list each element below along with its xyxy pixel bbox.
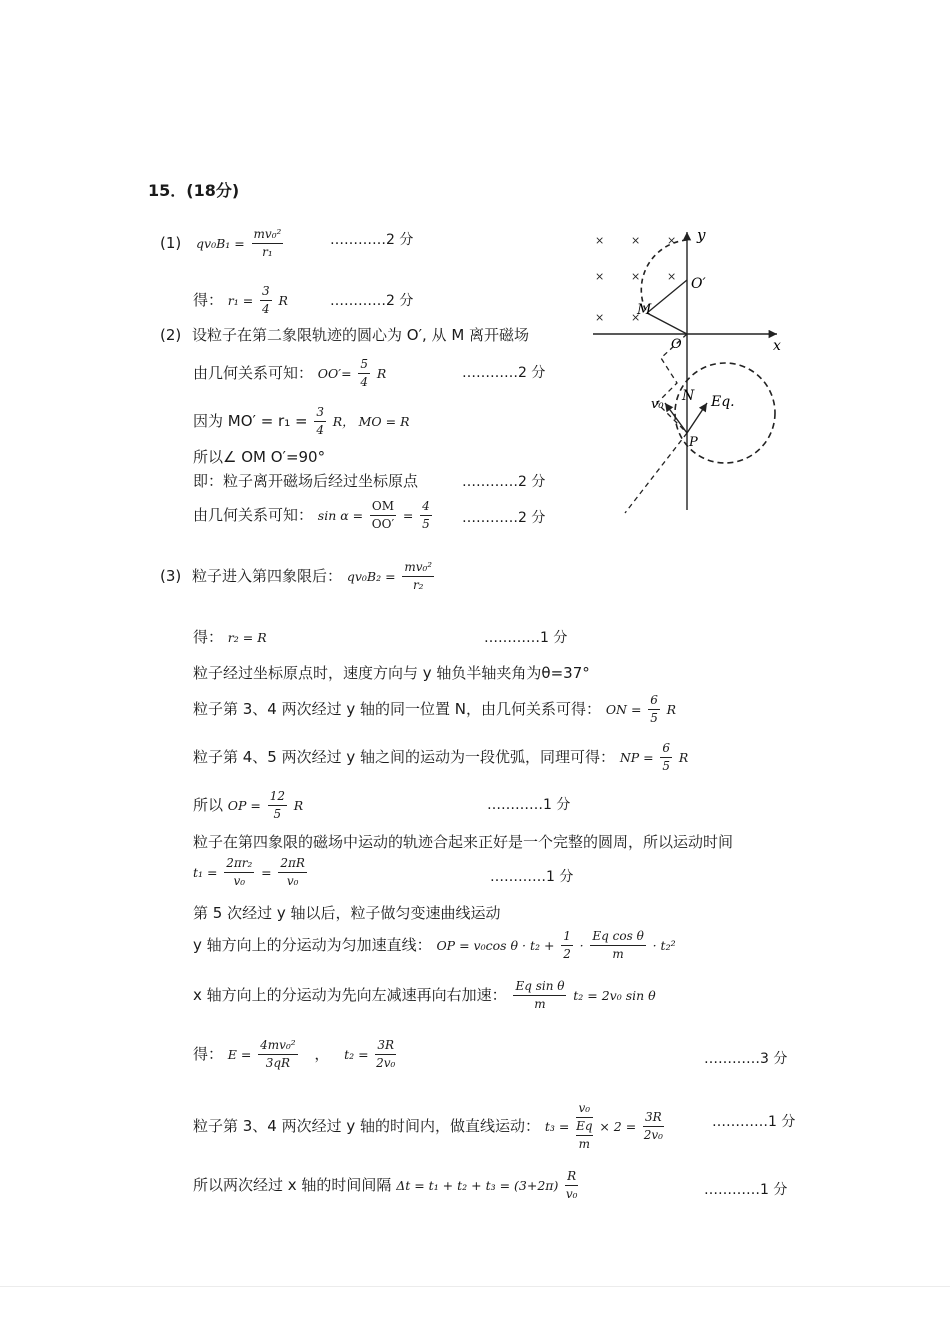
force-vector [687, 403, 707, 433]
svg-text:×: × [631, 311, 641, 324]
part3-final: 所以两次经过 x 轴的时间间隔 Δt = t₁ + t₂ + t₃ = (3+2π) $\frac{R}{\text{v₀}}$ [193, 1169, 578, 1201]
part3-np: 粒子第 4、5 两次经过 y 轴之间的运动为一段优弧，同理可得： NP = $\frac{6}{5}$ R [193, 741, 689, 773]
part3-r2: 得： r₂ = R [193, 628, 267, 646]
part2-geometry-2: 由几何关系可知： sin α = $\frac{OM}{OO'}$ = $\frac{4}{5}$ [193, 499, 430, 531]
part3-t1: t₁ = $\frac{\text{2πr₂}}{\text{v₀}}$ = $\frac{2\pi R}{\text{v₀}}$ [193, 856, 305, 888]
magnetic-field-marks [595, 234, 676, 324]
part3-t3: 粒子第 3、4 两次经过 y 轴的时间内，做直线运动： t₃ = v₀ Eq m × 2 = $\frac{3R}{\text{2v₀}}$ [193, 1101, 663, 1151]
part3-enter: (3) 粒子进入第四象限后： qv₀B₂ = $\frac{\text{mv₀²}}{\text{r₂}}$ [160, 560, 433, 592]
part1-result: 得： r₁ = $\frac{3}{4}$ R [193, 284, 288, 316]
part2-conclusion-score: …………2 分 [462, 474, 546, 490]
part3-y-motion: y 轴方向上的分运动为匀加速直线： OP = v₀cos θ · t₂ + $\frac{1}{2}$ · $\frac{\text{Eq cos θ}}{m}$ · t₂² [193, 929, 676, 961]
svg-text:×: × [667, 270, 677, 283]
p-label: P [689, 435, 698, 450]
part2-intro: (2) 设粒子在第二象限轨迹的圆心为 O′, 从 M 离开磁场 [160, 326, 530, 344]
part2-geometry-2-score: …………2 分 [462, 510, 546, 526]
part3-op: 所以 OP = $\frac{12}{5}$ R [193, 789, 304, 821]
svg-text:×: × [595, 270, 605, 283]
page-bottom-divider [0, 1286, 950, 1287]
part3-op-score: …………1 分 [487, 797, 571, 813]
eq-label: Eq. [711, 394, 735, 410]
part3-results: 得： E = $\frac{\text{4mv₀²}}{3qR}$ ， t₂ = $\frac{3R}{\text{2v₀}}$ [193, 1038, 396, 1070]
mo-line [647, 313, 687, 334]
svg-text:×: × [667, 234, 677, 247]
part1-result-score: …………2 分 [330, 293, 414, 309]
o-prime-label: O′ [691, 276, 706, 292]
part3-t3-score: …………1 分 [712, 1114, 796, 1130]
part3-angle: 粒子经过坐标原点时，速度方向与 y 轴负半轴夹角为θ=37° [193, 664, 590, 682]
part3-circle: 粒子在第四象限的磁场中运动的轨迹合起来正好是一个完整的圆周，所以运动时间 [193, 833, 734, 851]
part1-score: …………2 分 [330, 232, 414, 248]
svg-text:×: × [631, 234, 641, 247]
trajectory-diagram [585, 218, 795, 518]
part2-conclusion: 即：粒子离开磁场后经过坐标原点 [193, 472, 419, 490]
part3-t1-score: …………1 分 [490, 869, 574, 885]
part3-results-score: …………3 分 [704, 1051, 788, 1067]
radius-line [647, 280, 687, 313]
part3-final-score: …………1 分 [704, 1182, 788, 1198]
part2-angle: 所以∠ OM O′=90° [193, 448, 326, 466]
svg-text:×: × [631, 270, 641, 283]
x-axis-label: x [773, 338, 781, 354]
svg-text:×: × [595, 234, 605, 247]
v0-label: v₀ [651, 397, 664, 412]
part2-geometry-1-score: …………2 分 [462, 365, 546, 381]
part3-fifth: 第 5 次经过 y 轴以后，粒子做匀变速曲线运动 [193, 904, 501, 922]
part3-r2-score: …………1 分 [484, 630, 568, 646]
part2-because: 因为 MO′ = r₁ = $\frac{3}{4}$ R， MO = R [193, 405, 410, 437]
origin-label: O [671, 337, 682, 352]
svg-text:×: × [595, 311, 605, 324]
y-axis-label: y [697, 226, 706, 244]
part3-on: 粒子第 3、4 两次经过 y 轴的同一位置 N，由几何关系可得： ON = $\frac{6}{5}$ R [193, 693, 677, 725]
n-label: N [682, 388, 695, 404]
trajectory-exit [625, 433, 687, 513]
question-number: 15．(18分) [148, 181, 240, 200]
fraction: $\frac{\text{mv₀²}}{\text{r₁}}$ [253, 227, 282, 259]
part3-x-motion: x 轴方向上的分运动为先向左减速再向右加速： $\frac{\text{Eq sin θ}}{m}$ t₂ = 2v₀ sin θ [193, 979, 656, 1011]
part2-geometry-1: 由几何关系可知： OO′= $\frac{5}{4}$ R [193, 357, 387, 389]
part1-label: (1) [160, 234, 182, 252]
m-label: M [637, 302, 652, 318]
part1-equation: (1) qv₀B₁ = $\frac{\text{mv₀²}}{\text{r₁}}$ [160, 227, 282, 259]
